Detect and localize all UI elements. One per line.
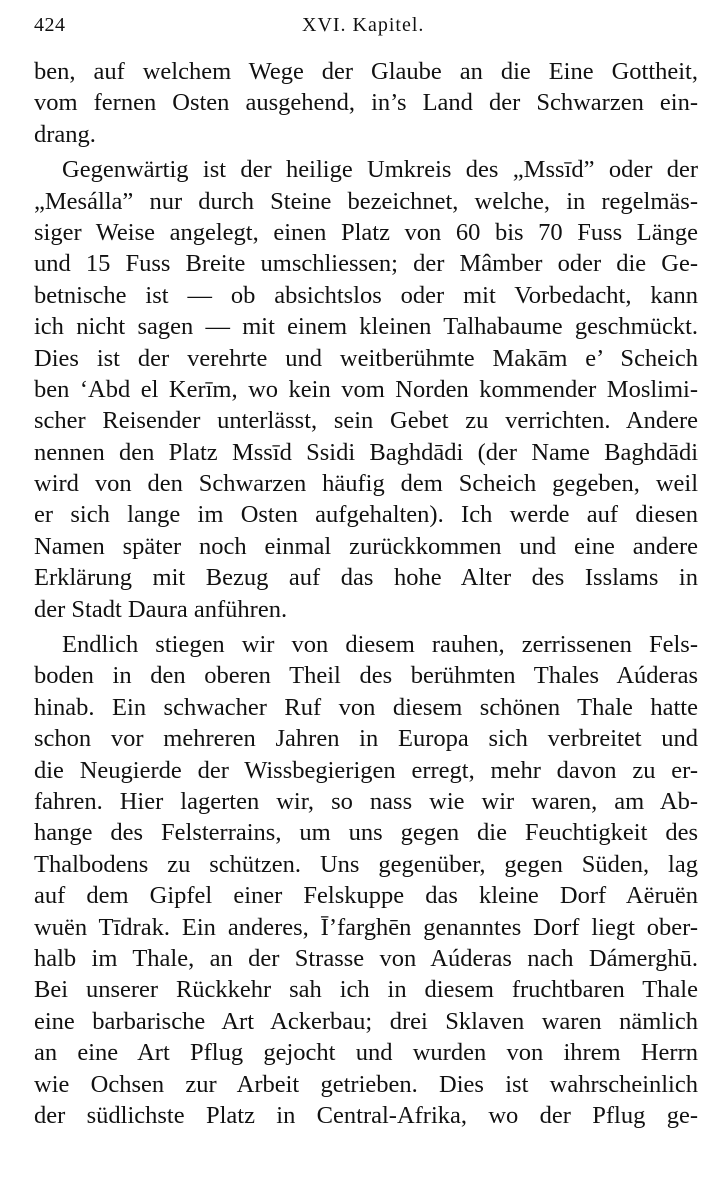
- text-line: die Neugierde der Wissbegierigen erregt, mehr davon zu er-: [34, 756, 698, 784]
- text-line: „Mesálla” nur durch Steine bezeichnet, welche, in regelmäs-: [34, 187, 698, 215]
- text-line: an eine Art Pflug gejocht und wurden von ihrem Herrn: [34, 1039, 698, 1067]
- text-line: auf dem Gipfel einer Felskuppe das kleine Dorf Aëruën: [34, 882, 698, 910]
- text-line: Erklärung mit Bezug auf das hohe Alter des Isslams in: [34, 564, 698, 592]
- paragraph: [34, 154, 698, 625]
- text-line: er sich lange im Osten aufgehalten). Ich werde auf diesen: [34, 501, 698, 529]
- body-text: [34, 56, 698, 1131]
- paragraph: [34, 629, 698, 1131]
- text-line: wird von den Schwarzen häufig dem Scheich gegeben, weil: [34, 470, 698, 498]
- text-line: betnische ist — ob absichtslos oder mit Vorbedacht, kann: [34, 281, 698, 309]
- text-line: und 15 Fuss Breite umschliessen; der Mâmber oder die Ge-: [34, 250, 698, 278]
- paragraph: [34, 56, 698, 150]
- text-line: Namen später noch einmal zurückkommen und eine andere: [34, 532, 698, 560]
- text-line: fahren. Hier lagerten wir, so nass wie wir waren, am Ab-: [34, 787, 698, 815]
- text-line: Dies ist der verehrte und weitberühmte Makām e’ Scheich: [34, 344, 698, 372]
- text-line: hange des Felsterrains, um uns gegen die Feuchtigkeit des: [34, 819, 698, 847]
- text-line: ben ‘Abd el Kerīm, wo kein vom Norden kommender Moslimi-: [34, 375, 698, 403]
- text-line: siger Weise angelegt, einen Platz von 60 bis 70 Fuss Länge: [34, 218, 698, 246]
- page-number: 424: [34, 14, 66, 36]
- text-line: Thalbodens zu schützen. Uns gegenüber, gegen Süden, lag: [34, 850, 698, 878]
- text-line: der Stadt Daura anführen.: [34, 595, 288, 623]
- text-line: Gegenwärtig ist der heilige Umkreis des „Mssīd” oder der: [62, 156, 698, 184]
- running-head: XVI. Kapitel.: [302, 14, 425, 36]
- text-line: ben, auf welchem Wege der Glaube an die Eine Gottheit,: [34, 58, 698, 85]
- text-line: ich nicht sagen — mit einem kleinen Talhabaume geschmückt.: [34, 313, 698, 341]
- page-header: [34, 14, 694, 44]
- text-line: drang.: [34, 120, 96, 148]
- text-line: hinab. Ein schwacher Ruf von diesem schönen Thale hatte: [34, 693, 698, 721]
- text-line: eine barbarische Art Ackerbau; drei Sklaven waren nämlich: [34, 1007, 698, 1035]
- text-line: boden in den oberen Theil des berühmten Thales Aúderas: [34, 662, 698, 690]
- text-line: Bei unserer Rückkehr sah ich in diesem fruchtbaren Thale: [34, 976, 698, 1004]
- text-line: schon vor mehreren Jahren in Europa sich verbreitet und: [34, 725, 698, 753]
- text-line: wuën Tīdrak. Ein anderes, Ī’farghēn genanntes Dorf liegt ober-: [34, 913, 698, 941]
- text-line: wie Ochsen zur Arbeit getrieben. Dies ist wahrscheinlich: [34, 1070, 698, 1098]
- text-line: vom fernen Osten ausgehend, in’s Land der Schwarzen ein-: [34, 89, 698, 117]
- text-line: nennen den Platz Mssīd Ssidi Baghdādi (der Name Baghdādi: [34, 438, 698, 466]
- text-line: halb im Thale, an der Strasse von Aúderas nach Dámerghū.: [34, 944, 698, 972]
- text-line: scher Reisender unterlässt, sein Gebet zu verrichten. Andere: [34, 407, 698, 435]
- text-line: der südlichste Platz in Central-Afrika, wo der Pflug ge-: [34, 1101, 698, 1129]
- text-line: Endlich stiegen wir von diesem rauhen, zerrissenen Fels-: [62, 631, 698, 659]
